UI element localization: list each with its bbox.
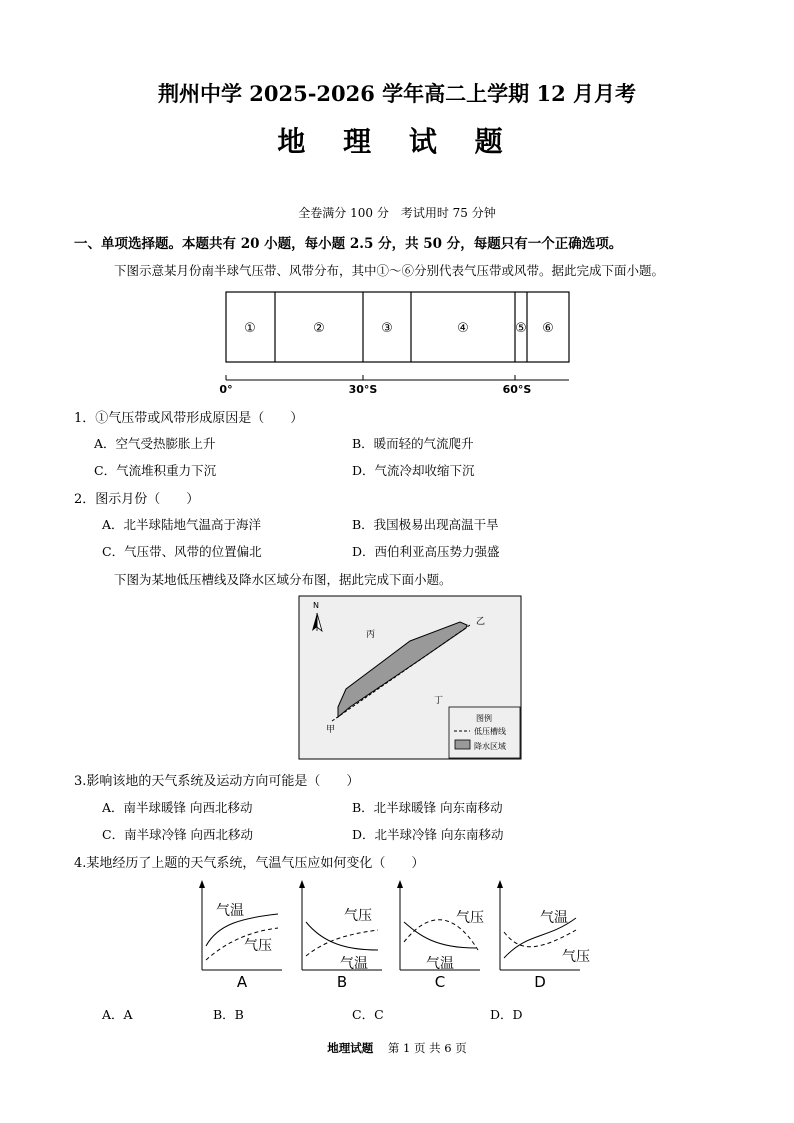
graph-b-label2: 气温 — [340, 956, 368, 972]
graph-d-label1: 气温 — [540, 910, 568, 926]
legend-title: 图例 — [476, 714, 492, 723]
q3-stem: 3.影响该地的天气系统及运动方向可能是（ ） — [74, 774, 360, 789]
q3-option-d: D．北半球冷锋 向东南移动 — [352, 827, 504, 842]
graph-a-label2: 气压 — [244, 938, 272, 954]
q4-option-d: D．D — [490, 1007, 523, 1022]
zone-2: ② — [313, 321, 325, 336]
graph-d-label2: 气压 — [562, 949, 590, 965]
q1-option-b: B．暖而轻的气流爬升 — [352, 436, 474, 451]
lat-60s: 60°S — [502, 383, 532, 396]
exam-meta: 全卷满分 100 分 考试用时 75 分钟 — [298, 206, 496, 220]
lat-0: 0° — [219, 383, 233, 396]
graph-c — [397, 880, 484, 991]
graph-a-letter: A — [236, 973, 248, 991]
north-label: N — [313, 601, 319, 610]
label-yi: 乙 — [476, 617, 486, 627]
graph-b-temp-curve — [306, 922, 378, 950]
zone-3: ③ — [381, 321, 393, 336]
graph-d-dashed-curve — [504, 930, 576, 947]
label-bing: 丙 — [366, 630, 376, 640]
graph-b-letter: B — [336, 973, 348, 991]
graph-b-pressure-curve — [306, 930, 378, 956]
graph-b-label1: 气压 — [344, 908, 372, 924]
page-footer — [0, 1040, 794, 1056]
legend-trough: 低压槽线 — [474, 727, 506, 736]
section-heading: 一、单项选择题。本题共有 20 小题，每小题 2.5 分，共 50 分，每题只有一个正确选项。 — [74, 236, 623, 252]
q1-option-a: A．空气受热膨胀上升 — [94, 436, 216, 451]
lat-30s: 30°S — [348, 383, 378, 396]
q2-option-c: C．气压带、风带的位置偏北 — [102, 544, 262, 559]
footer-page: 第 1 页 共 6 页 — [387, 1041, 467, 1055]
q4-option-c: C．C — [352, 1007, 384, 1022]
zone-4: ④ — [457, 321, 469, 336]
q4-stem: 4.某地经历了上题的天气系统，气温气压应如何变化（ ） — [74, 856, 425, 871]
q1-option-c: C．气流堆积重力下沉 — [94, 463, 217, 478]
graph-a-label1: 气温 — [216, 903, 244, 919]
q2-option-d: D．西伯利亚高压势力强盛 — [352, 544, 500, 559]
graph-c-label2: 气温 — [426, 956, 454, 972]
footer-subject: 地理试题 — [327, 1041, 374, 1055]
intro-text-2: 下图为某地低压槽线及降水区域分布图，据此完成下面小题。 — [114, 572, 452, 587]
q2-stem: 2．图示月份（ ） — [74, 492, 200, 507]
q3-option-b: B．北半球暖锋 向东南移动 — [352, 800, 503, 815]
graph-c-letter: C — [434, 973, 446, 991]
q1-option-d: D．气流冷却收缩下沉 — [352, 463, 475, 478]
q1-stem: 1．①气压带或风带形成原因是（ ） — [74, 411, 304, 426]
q3-option-a: A．南半球暖锋 向西北移动 — [102, 800, 253, 815]
exam-title: 荆州中学 2025-2026 学年高二上学期 12 月月考 — [157, 81, 637, 106]
graph-a — [199, 880, 282, 991]
graph-d-letter: D — [534, 973, 546, 991]
zone-5: ⑤ — [515, 321, 527, 336]
q2-option-a: A．北半球陆地气温高于海洋 — [102, 517, 262, 532]
graph-d — [497, 880, 590, 991]
legend-rain-symbol — [455, 740, 470, 749]
q3-option-c: C．南半球冷锋 向西北移动 — [102, 827, 254, 842]
q4-option-a: A．A — [102, 1007, 133, 1022]
pressure-belt-diagram — [214, 286, 584, 398]
q4-option-b: B．B — [213, 1007, 244, 1022]
zone-6: ⑥ — [542, 321, 554, 336]
zone-1: ① — [244, 321, 256, 336]
trough-map — [298, 595, 522, 761]
label-jia: 甲 — [326, 725, 336, 735]
label-ding: 丁 — [434, 696, 444, 706]
graph-b — [299, 880, 382, 991]
intro-text-1: 下图示意某月份南半球气压带、风带分布，其中①～⑥分别代表气压带或风带。据此完成下面小题。 — [114, 263, 665, 278]
graph-c-label1: 气压 — [456, 910, 484, 926]
q4-graphs — [190, 878, 610, 994]
subject-title: 地 理 试 题 — [277, 125, 517, 158]
legend-rain: 降水区域 — [474, 742, 506, 751]
q2-option-b: B．我国极易出现高温干旱 — [352, 517, 499, 532]
